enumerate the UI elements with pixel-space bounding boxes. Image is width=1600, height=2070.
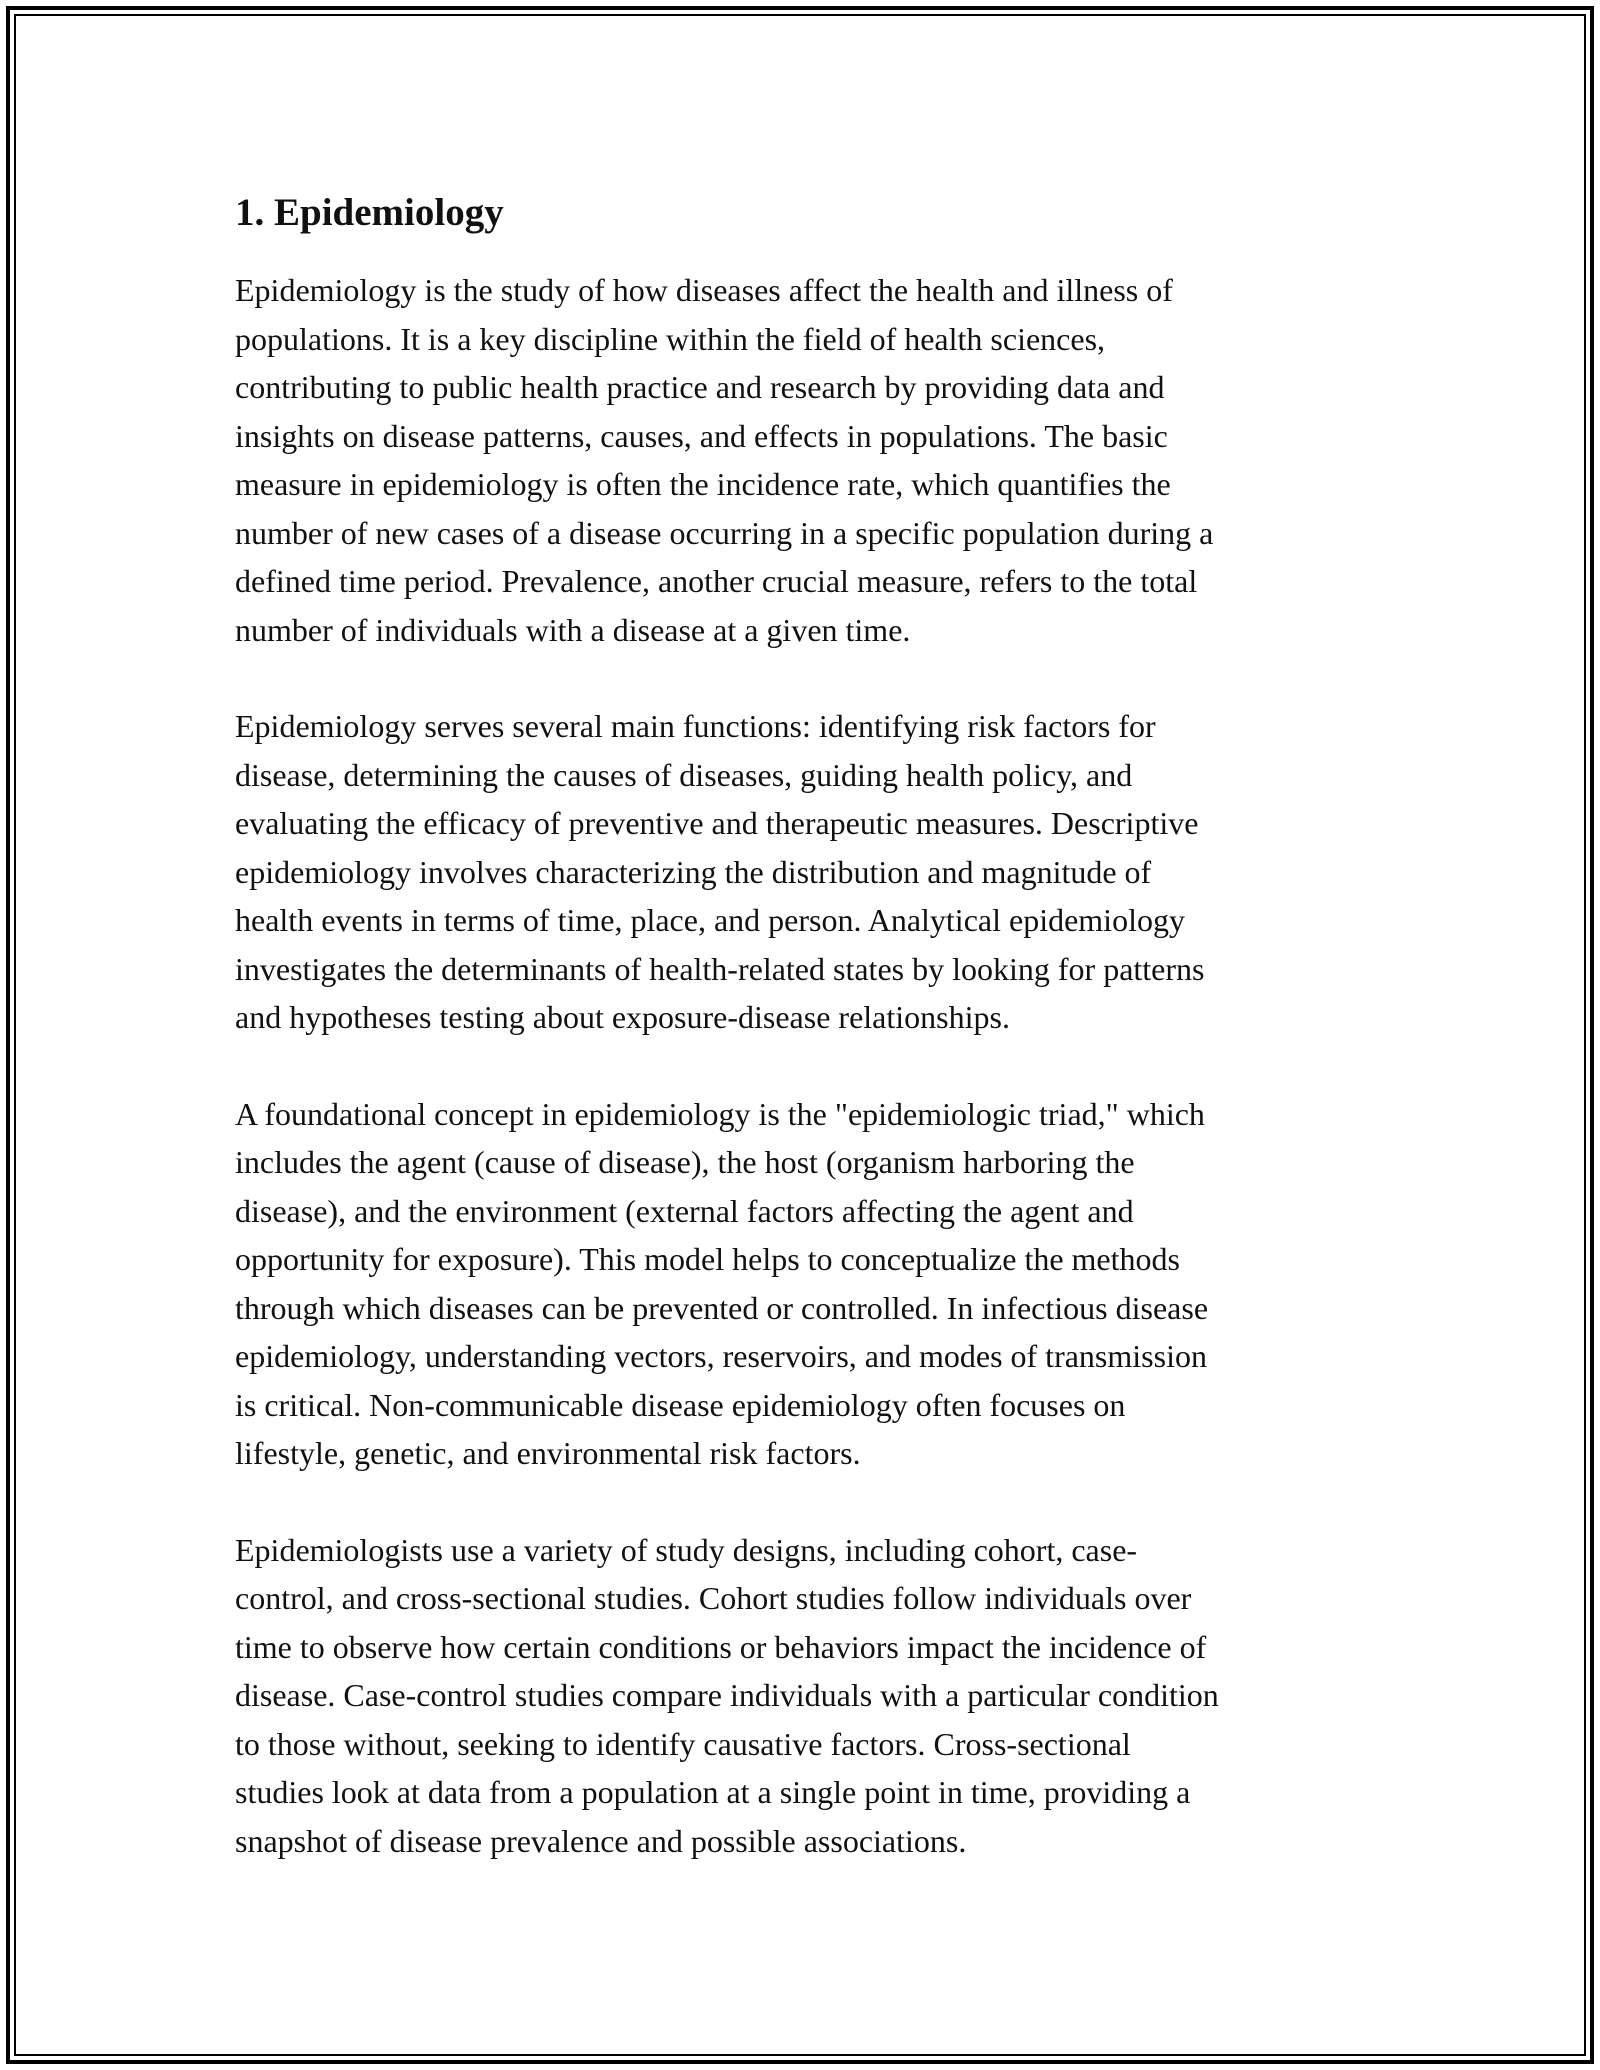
paragraph-study-designs: Epidemiologists use a variety of study designs, including cohort, case- control, and cross-sectional studies. Cohort studies follow individuals over time to observe how certain conditions or behaviors impact the incidence of disease. Case-control studies compare individuals with a particular condition to those without, seeking to identify causative factors. Cross-sectional studies look at data from a population at a single point in time, providing a snapshot of disease prevalence and possible associations. [235,1531,1219,1859]
section-heading: 1. Epidemiology [235,191,504,234]
paragraph-triad: A foundational concept in epidemiology is the "epidemiologic triad," which includes the agent (cause of disease), the host (organism harboring the disease), and the environment (external factors affecting the agent and opportunity for exposure). This model helps to conceptualize the methods through which diseases can be prevented or controlled. In infectious disease epidemiology, understanding vectors, reservoirs, and modes of transmission is critical. Non-communicable disease epidemiology often focuses on lifestyle, genetic, and environmental risk factors. [235,1095,1209,1471]
document-body [235,184,1370,1865]
paragraph-definition: Epidemiology is the study of how diseases affect the health and illness of populations. It is a key discipline within the field of health sciences, contributing to public health practice and research by providing data and insights on disease patterns, causes, and effects in populations. The basic measure in epidemiology is often the incidence rate, which quantifies the number of new cases of a disease occurring in a specific population during a defined time period. Prevalence, another crucial measure, refers to the total number of individuals with a disease at a given time. [235,272,1214,648]
paragraph-functions: Epidemiology serves several main functions: identifying risk factors for disease, determining the causes of diseases, guiding health policy, and evaluating the efficacy of preventive and therapeutic measures. Descriptive epidemiology involves characterizing the distribution and magnitude of health events in terms of time, place, and person. Analytical epidemiology investigates the determinants of health-related states by looking for patterns and hypotheses testing about exposure-disease relationships. [235,708,1205,1035]
